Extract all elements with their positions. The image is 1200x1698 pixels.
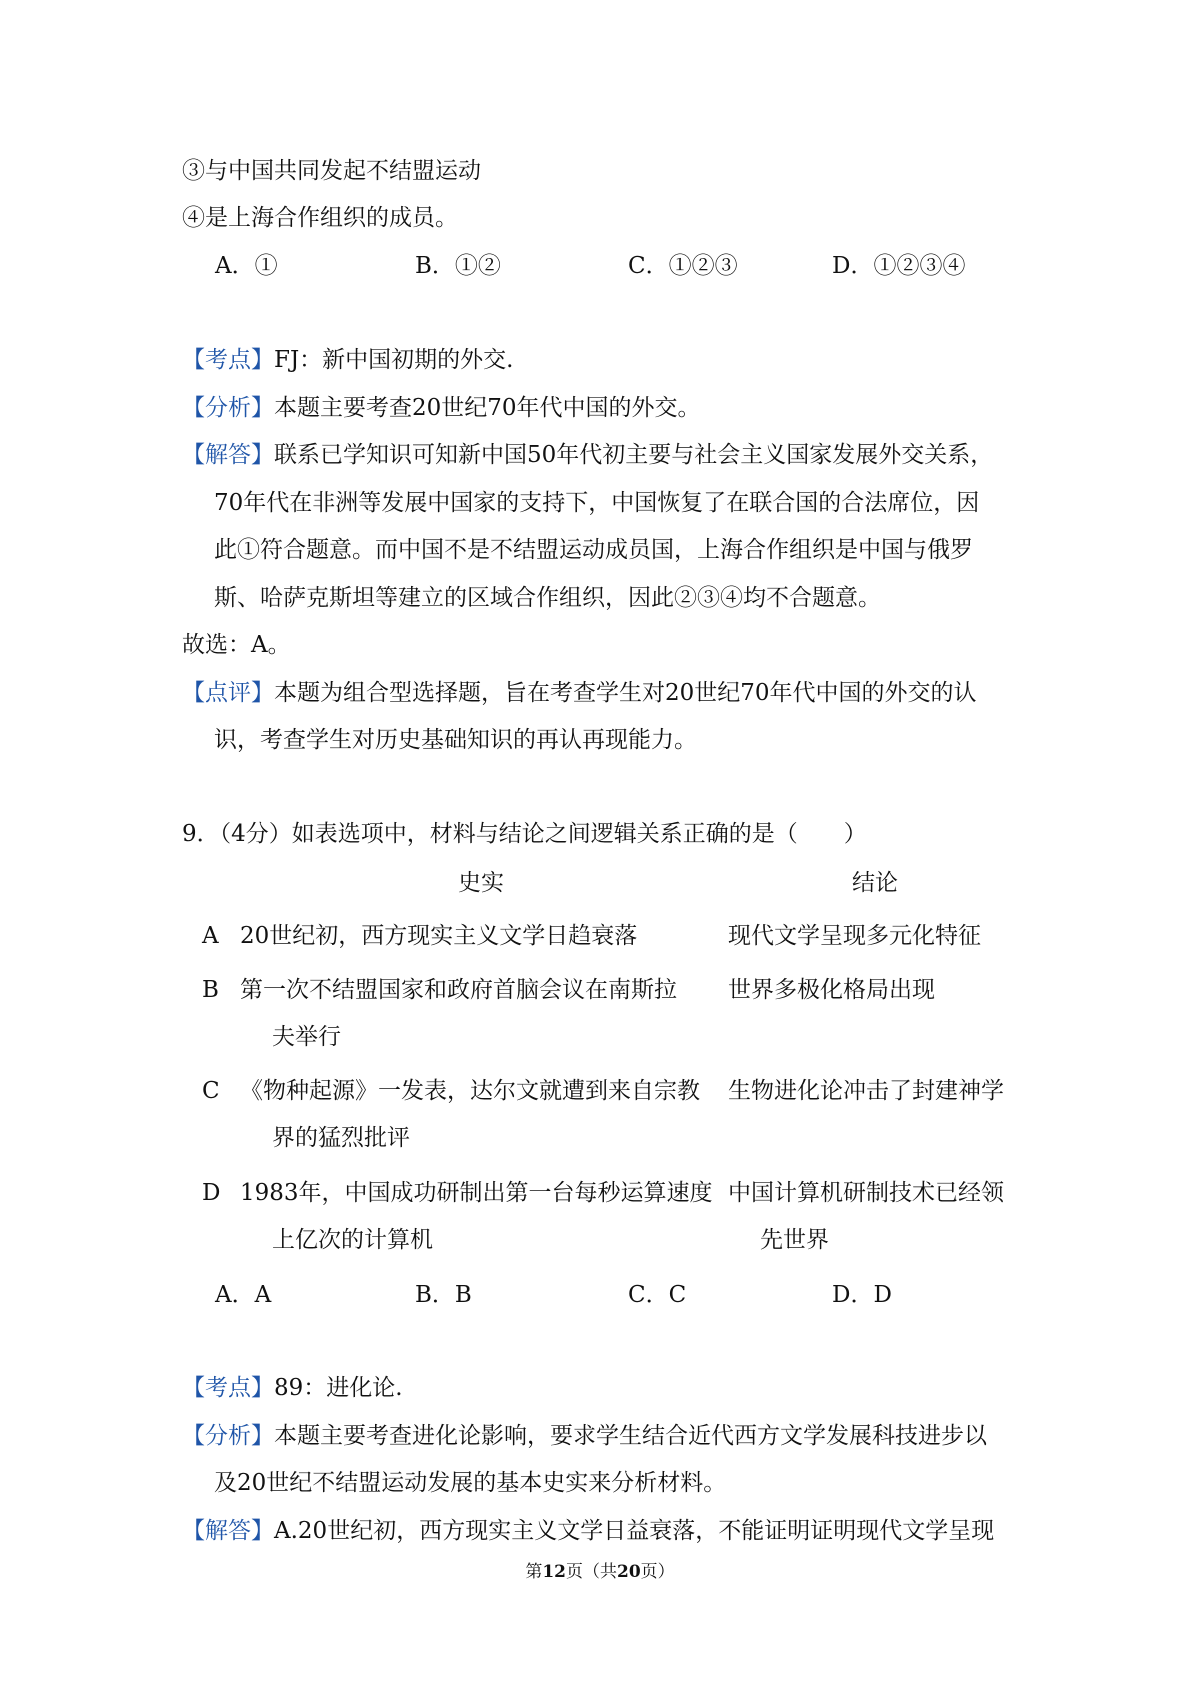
row-fact: 上亿次的计算机 [272,1227,433,1253]
row-conclusion: 中国计算机研制技术已经领 [728,1180,1004,1206]
kaodian-text: FJ：新中国初期的外交. [274,347,514,373]
row-conclusion: 先世界 [760,1227,829,1253]
jieda-line [182,1516,994,1546]
row-label: D [202,1180,221,1206]
page-footer [0,1560,1200,1584]
fenxi-line [182,1421,987,1451]
kaodian-line [182,1373,403,1403]
row-label: C [202,1078,220,1104]
table-header-conclusion: 结论 [852,870,898,896]
footer-prefix: 第 [525,1562,543,1582]
row-label: A [202,923,219,949]
row-label: B [202,977,219,1003]
dianping-line [182,678,977,708]
jieda-tag: 【解答】 [182,1518,274,1544]
jieda-text: 此①符合题意。而中国不是不结盟运动成员国，上海合作组织是中国与俄罗 [214,537,973,563]
dianping-tag: 【点评】 [182,680,274,706]
kaodian-line [182,345,514,375]
fenxi-text: 及20世纪不结盟运动发展的基本史实来分析材料。 [214,1470,727,1496]
jieda-text: 70年代在非洲等发展中国家的支持下，中国恢复了在联合国的合法席位，因 [214,490,980,516]
choice-c: C．C [628,1282,687,1308]
row-fact: 1983年，中国成功研制出第一台每秒运算速度 [240,1180,713,1206]
row-fact: 第一次不结盟国家和政府首脑会议在南斯拉 [240,977,677,1003]
fenxi-tag: 【分析】 [182,395,274,421]
jieda-tag: 【解答】 [182,442,274,468]
choice-b: B．①② [415,253,501,279]
jieda-text: 联系已学知识可知新中国50年代初主要与社会主义国家发展外交关系， [274,442,994,468]
page-total: 20 [617,1562,641,1582]
choice-a: A．A [215,1282,272,1308]
kaodian-text: 89：进化论. [274,1375,403,1401]
kaodian-tag: 【考点】 [182,347,274,373]
fenxi-text: 本题主要考查进化论影响，要求学生结合近代西方文学发展科技进步以 [274,1423,987,1449]
table-header-fact: 史实 [458,870,504,896]
page-number: 12 [542,1562,566,1582]
jieda-text: 斯、哈萨克斯坦等建立的区域合作组织，因此②③④均不合题意。 [214,585,881,611]
fenxi-text: 本题主要考查20世纪70年代中国的外交。 [274,395,701,421]
fenxi-tag: 【分析】 [182,1423,274,1449]
row-fact: 《物种起源》一发表，达尔文就遭到来自宗教 [240,1078,700,1104]
choice-a: A．① [215,253,278,279]
row-fact: 夫举行 [272,1024,341,1050]
row-fact: 界的猛烈批评 [272,1125,410,1151]
kaodian-tag: 【考点】 [182,1375,274,1401]
row-conclusion: 现代文学呈现多元化特征 [728,923,981,949]
fenxi-line [182,393,701,423]
row-fact: 20世纪初，西方现实主义文学日趋衰落 [240,923,638,949]
answer-line: 故选：A。 [182,632,291,658]
choice-c: C．①②③ [628,253,738,279]
jieda-text: A.20世纪初，西方现实主义文学日益衰落，不能证明证明现代文学呈现 [274,1518,995,1544]
option-3: ③与中国共同发起不结盟运动 [182,158,481,184]
jieda-line [182,440,993,470]
choice-b: B．B [415,1282,472,1308]
footer-middle: 页（共 [566,1562,617,1582]
row-conclusion: 世界多极化格局出现 [728,977,935,1003]
dianping-text: 识，考查学生对历史基础知识的再认再现能力。 [214,727,697,753]
footer-suffix: 页） [640,1562,675,1582]
choice-d: D．D [832,1282,892,1308]
question-stem: 9．（4分）如表选项中，材料与结论之间逻辑关系正确的是（ ） [182,821,867,847]
dianping-text: 本题为组合型选择题，旨在考查学生对20世纪70年代中国的外交的认 [274,680,977,706]
choice-d: D．①②③④ [832,253,966,279]
row-conclusion: 生物进化论冲击了封建神学 [728,1078,1004,1104]
option-4: ④是上海合作组织的成员。 [182,205,458,231]
